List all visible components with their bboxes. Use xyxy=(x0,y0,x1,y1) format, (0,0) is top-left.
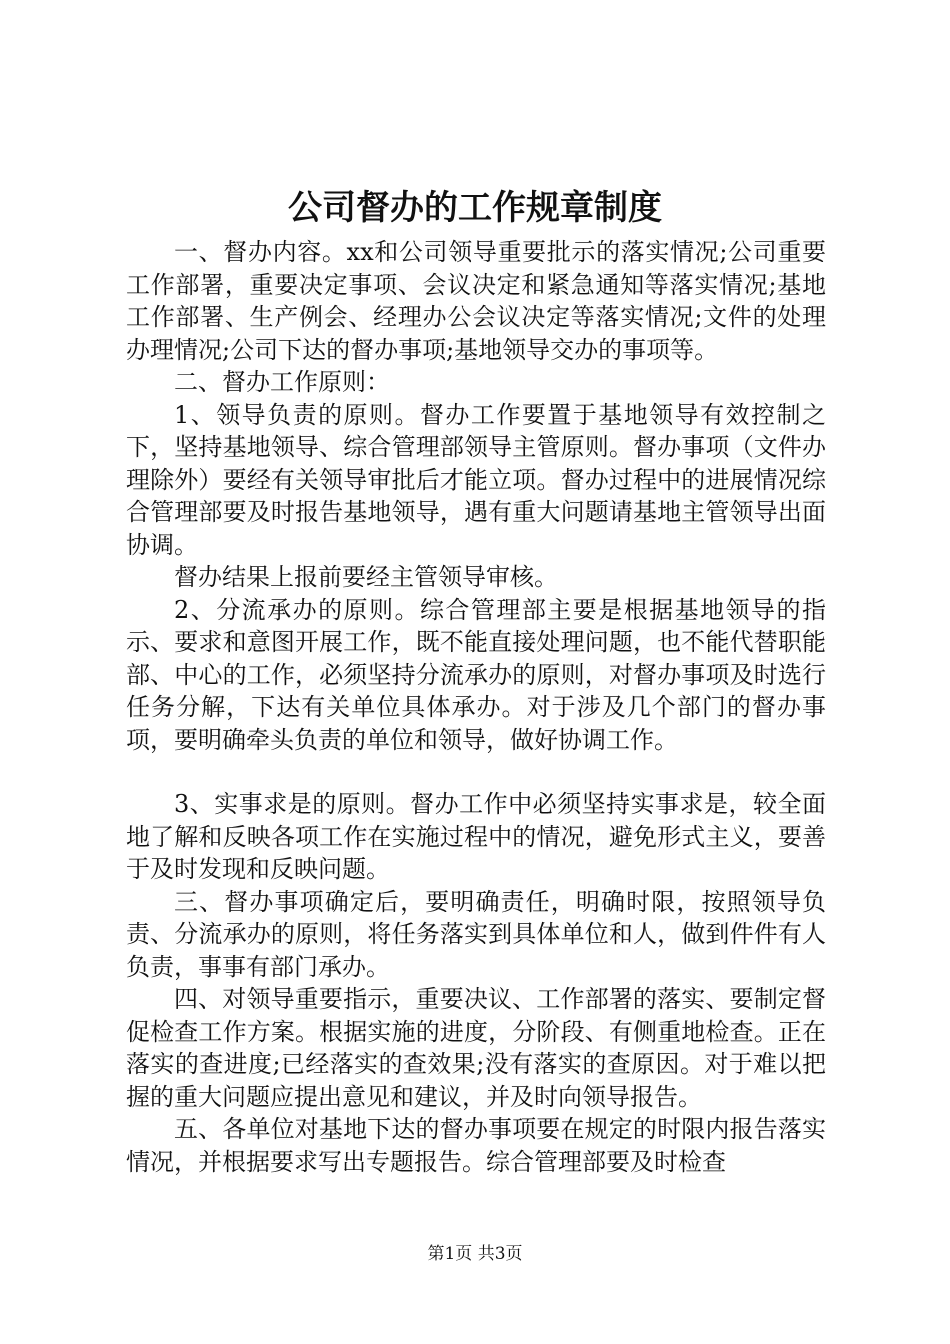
page-number-footer: 第1页 共3页 xyxy=(427,1244,523,1264)
paragraph-seek-truth: 3、实事求是的原则。督办工作中必须坚持实事求是，较全面地了解和反映各项工作在实施过程中的情况，避免形式主义，要善于及时发现和反映问题。 xyxy=(126,790,826,883)
paragraph-result-review: 督办结果上报前要经主管领导审核。 xyxy=(174,563,558,591)
paragraph-section-three: 三、督办事项确定后，要明确责任，明确时限，按照领导负责、分流承办的原则，将任务落实到具体单位和人，做到件件有人负责，事事有部门承办。 xyxy=(126,887,826,981)
paragraph-principles-heading: 二、督办工作原则： xyxy=(174,368,390,396)
document-body xyxy=(126,236,826,1178)
paragraph-section-four: 四、对领导重要指示，重要决议、工作部署的落实、要制定督促检查工作方案。根据实施的进度，分阶段、有侧重地检查。正在落实的查进度;已经落实的查效果;没有落实的查原因。对于难以把握的重大问题应提出意见和建议，并及时向领导报告。 xyxy=(126,985,826,1111)
paragraph-divided-handling: 2、分流承办的原则。综合管理部主要是根据基地领导的指示、要求和意图开展工作，既不能直接处理问题，也不能代替职能部、中心的工作，必须坚持分流承办的原则，对督办事项及时选行任务分解，下达有关单位具体承办。对于涉及几个部门的督办事项，要明确牵头负责的单位和领导，做好协调工作。 xyxy=(126,595,826,754)
paragraph-supervision-content: 一、督办内容。xx和公司领导重要批示的落实情况;公司重要工作部署，重要决定事项、会议决定和紧急通知等落实情况;基地工作部署、生产例会、经理办公会议决定等落实情况;文件的处理办理情况;公司下达的督办事项;基地领导交办的事项等。 xyxy=(126,238,826,364)
paragraph-leader-responsibility: 1、领导负责的原则。督办工作要置于基地领导有效控制之下，坚持基地领导、综合管理部领导主管原则。督办事项（文件办理除外）要经有关领导审批后才能立项。督办过程中的进展情况综合管理部要及时报告基地领导，遇有重大问题请基地主管领导出面协调。 xyxy=(126,400,826,559)
paragraph-section-five: 五、各单位对基地下达的督办事项要在规定的时限内报告落实情况，并根据要求写出专题报告。综合管理部要及时检查 xyxy=(126,1115,826,1176)
document-title: 公司督办的工作规章制度 xyxy=(288,188,662,228)
